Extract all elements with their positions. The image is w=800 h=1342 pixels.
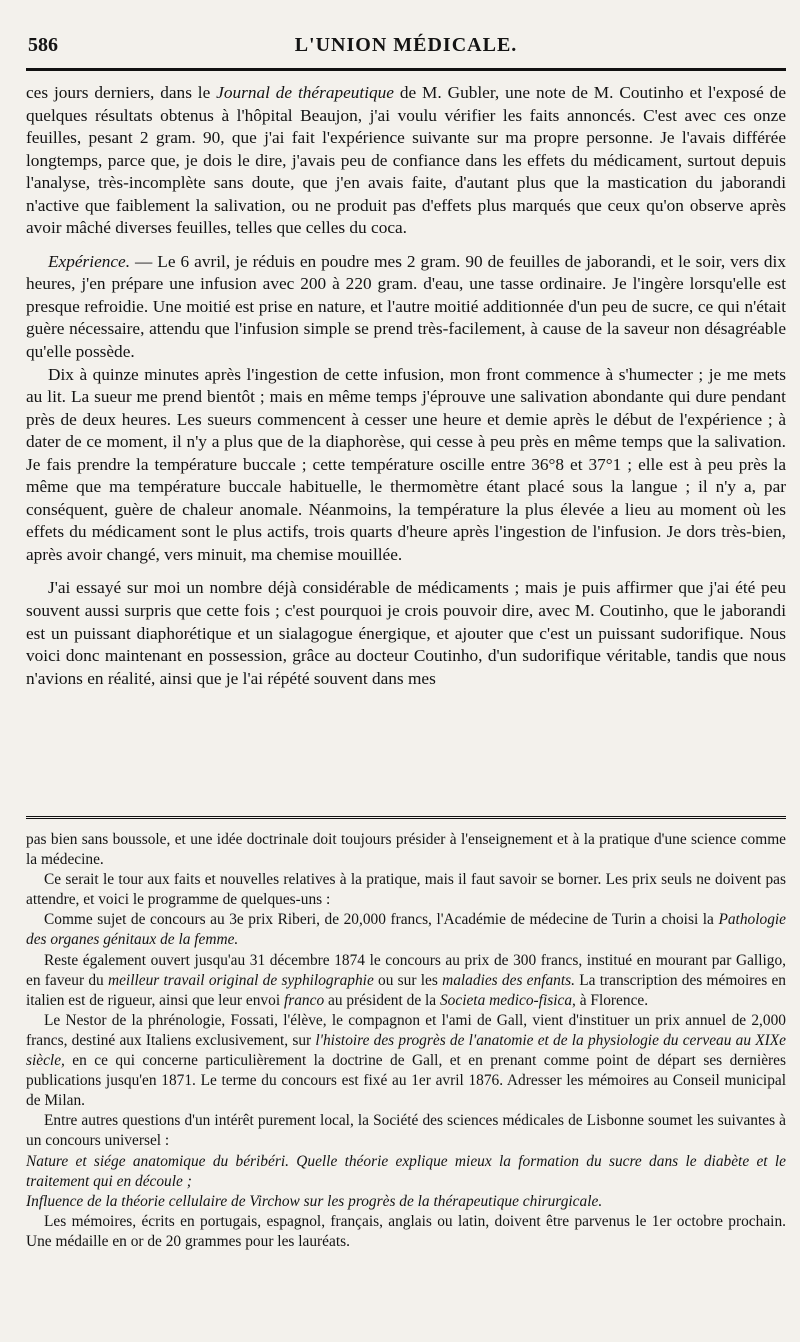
main-text: [26, 82, 786, 690]
page-header: [26, 32, 786, 62]
section-rule: [26, 816, 786, 819]
header-rule: [26, 68, 786, 71]
running-title: L'UNION MÉDICALE.: [294, 34, 518, 56]
note-2: Ce serait le tour aux faits et nouvelles relatives à la pratique, mais il faut savoir se borner. Les prix seuls ne doivent pas attendre, et voici le programme de quelques-uns :: [26, 871, 786, 909]
note-6: Entre autres questions d'un intérêt purement local, la Société des sciences médicales de Lisbonne soumet les suivantes à un concours universel :: [26, 1112, 786, 1150]
note-5: Le Nestor de la phrénologie, Fossati, l'élève, le compagnon et l'ami de Gall, vient d'instituer un prix annuel de 2,000 francs, destiné aux Italiens exclusivement, sur l'histoire des progrès de l'anatomie et de la physiologie du cerveau au XIXe siècle, en ce qui concerne particulièrement la doctrine de Gall, et en prenant comme point de départ ses dernières publications jusqu'en 1871. Le terme du concours est fixé au 1er avril 1876. Adresser les mémoires au Conseil municipal de Milan.: [26, 1011, 786, 1110]
note-8: Influence de la théorie cellulaire de Virchow sur les progrès de la thérapeutique chirurgicale.: [26, 1192, 603, 1210]
paragraph-3: Dix à quinze minutes après l'ingestion de cette infusion, mon front commence à s'humecter ; je me mets au lit. La sueur me prend bientôt ; mais en même temps j'éprouve une salivation abondante qui dure pendant près de deux heures. Les sueurs commencent à cesser une heure et demie après le début de l'expérience ; à dater de ce moment, il n'y a plus que de la diaphorèse, qui cesse à peu près en même temps que la salivation. Je fais prendre la température buccale ; cette température oscille entre 36°8 et 37°1 ; elle est à peu près la même que ma température buccale habituelle, le thermomètre étant placé sous la langue ; il n'y a, par conséquent, guère de chaleur anomale. Néanmoins, la température la plus élevée a lieu au moment où les effets du médicament sont le plus actifs, trois quarts d'heure après l'ingestion de l'infusion. Je dors très-bien, après avoir changé, vers minuit, ma chemise mouillée.: [26, 364, 786, 564]
note-4: Reste également ouvert jusqu'au 31 décembre 1874 le concours au prix de 300 francs, institué en mourant par Galligo, en faveur du meilleur travail original de syphilographie ou sur les maladies des enfants. La transcription des mémoires en italien est de rigueur, ainsi que leur envoi franco au président de la Societa medico-fisica, à Florence.: [26, 951, 787, 1009]
paragraph-1: ces jours derniers, dans le Journal de thérapeutique de M. Gubler, une note de M. Coutinho et l'exposé de quelques résultats obtenus à l'hôpital Beaujon, j'ai voulu vérifier les faits annoncés. C'est avec ces onze feuilles, pesant 2 gram. 90, que j'ai fait l'expérience suivante sur ma propre personne. Je l'avais différée longtemps, parce que, je dois le dire, j'avais peu de confiance dans les effets du médicament, surtout depuis l'analyse, très-incomplète sans doute, que j'en avais faite, d'autant plus que la mastication du jaborandi n'active que faiblement la salivation, ou ne produit pas d'effets plus marqués que ceux qu'on observe après avoir mâché diverses feuilles, telles que celles du coca.: [26, 83, 786, 238]
note-1: pas bien sans boussole, et une idée doctrinale doit toujours présider à l'enseignement et à la pratique d'une science comme la médecine.: [26, 831, 786, 869]
paragraph-experience: Expérience. — Le 6 avril, je réduis en poudre mes 2 gram. 90 de feuilles de jaborandi, et le soir, vers dix heures, j'en prépare une infusion avec 200 à 220 gram. d'eau, une tasse ordinaire. Je l'ingère lorsqu'elle est presque refroidie. Une moitié est prise en nature, et l'autre moitié additionnée d'un peu de sucre, ce qui n'était guère nécessaire, attendu que l'infusion simple se prend très-facilement, à cause de la saveur non désagréable qu'elle possède.: [26, 251, 786, 362]
paragraph-4: J'ai essayé sur moi un nombre déjà considérable de médicaments ; mais je puis affirmer que j'ai été peu souvent aussi surpris que cette fois ; c'est pourquoi je crois pouvoir dire, avec M. Coutinho, que le jaborandi est un puissant diaphorétique et un sialagogue énergique, et ajouter que c'est un puissant sudorifique. Nous voici donc maintenant en possession, grâce au docteur Coutinho, d'un sudorifique véritable, tandis que nous n'avions en réalité, ainsi que je l'ai répété souvent dans mes: [26, 578, 786, 688]
page-number: 586: [28, 34, 58, 56]
note-3: Comme sujet de concours au 3e prix Riberi, de 20,000 francs, l'Académie de médecine de Turin a choisi la Pathologie des organes génitaux de la femme.: [26, 911, 786, 949]
note-9: Les mémoires, écrits en portugais, espagnol, français, anglais ou latin, doivent être parvenus le 1er octobre prochain. Une médaille en or de 20 grammes pour les lauréats.: [26, 1212, 786, 1250]
feuilleton-text: [26, 830, 786, 1252]
note-7: Nature et siége anatomique du béribéri. Quelle théorie explique mieux la formation du sucre dans le diabète et le traitement qui en découle ;: [26, 1152, 786, 1190]
